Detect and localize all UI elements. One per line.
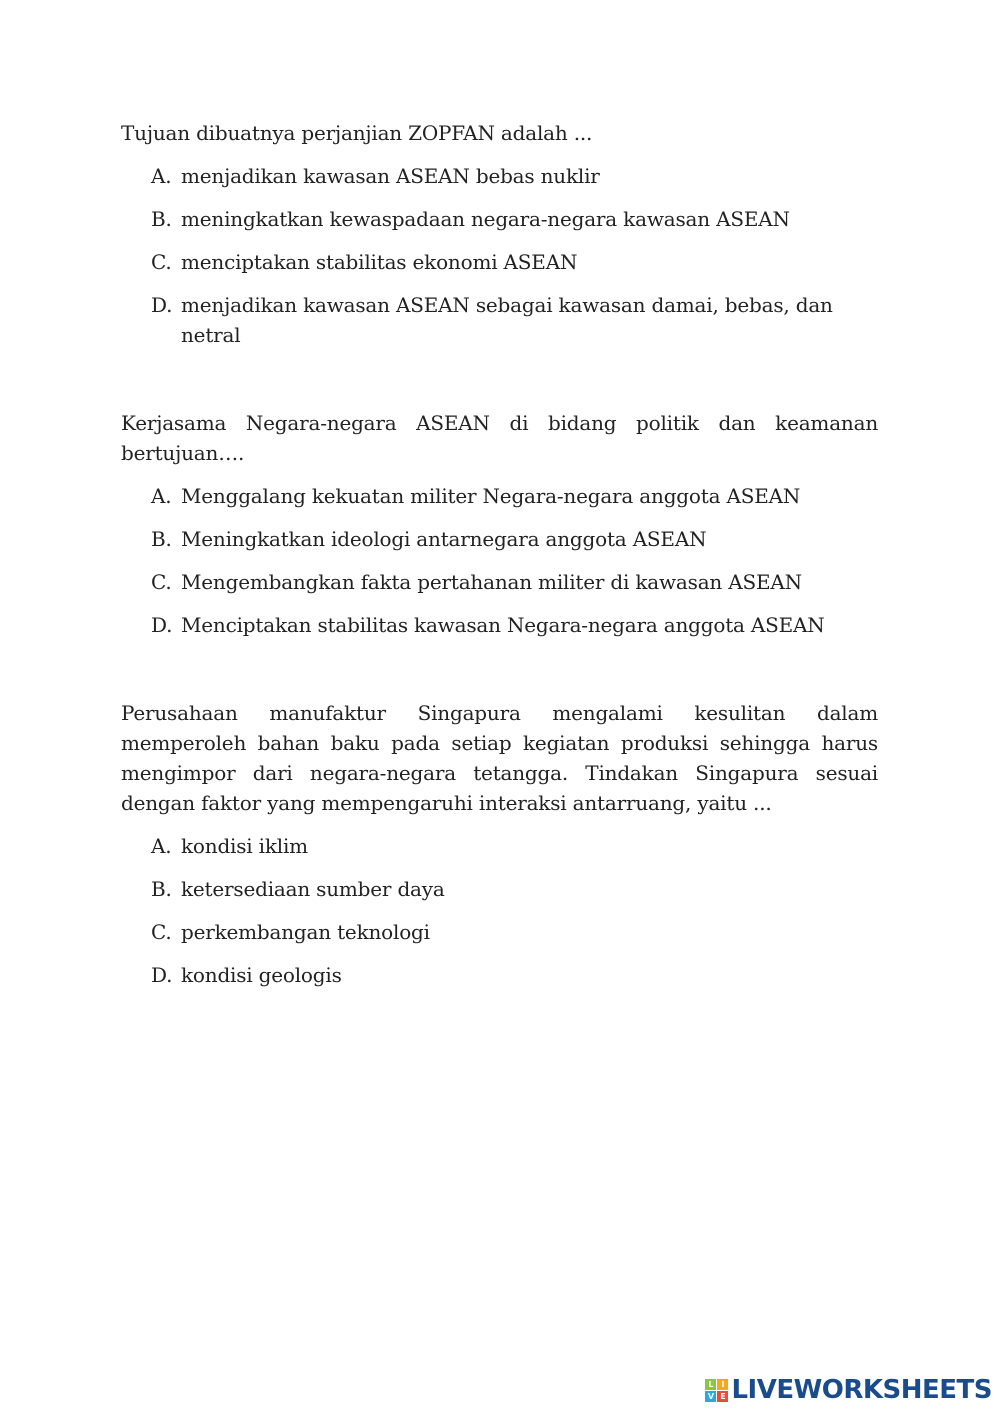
question-1 (121, 118, 878, 350)
option-text: perkembangan teknologi (181, 920, 430, 944)
option-text: meningkatkan kewaspadaan negara-negara kawasan ASEAN (181, 207, 790, 231)
option-text: Menciptakan stabilitas kawasan Negara-negara anggota ASEAN (181, 613, 825, 637)
option-c[interactable] (121, 247, 878, 277)
question-text: Perusahaan manufaktur Singapura mengalami kesulitan dalam memperoleh bahan baku pada setiap kegiatan produksi sehingga harus mengimpor dari negara-negara tetangga. Tindakan Singapura sesuai dengan faktor yang mempengaruhi interaksi antarruang, yaitu ... (121, 701, 878, 815)
option-text: ketersediaan sumber daya (181, 877, 445, 901)
option-letter: A. (151, 834, 172, 858)
option-letter: B. (151, 207, 172, 231)
option-letter: C. (151, 250, 172, 274)
option-letter: D. (151, 613, 173, 637)
option-d[interactable] (121, 960, 878, 990)
option-letter: B. (151, 527, 172, 551)
option-list (121, 831, 878, 990)
option-text: menjadikan kawasan ASEAN bebas nuklir (181, 164, 600, 188)
option-c[interactable] (121, 917, 878, 947)
badge-letter: E (717, 1391, 728, 1402)
question-text: Tujuan dibuatnya perjanjian ZOPFAN adalah ... (121, 121, 593, 145)
option-text: Mengembangkan fakta pertahanan militer di kawasan ASEAN (181, 570, 802, 594)
option-c[interactable] (121, 567, 878, 597)
option-d[interactable] (121, 290, 878, 350)
question-text: Kerjasama Negara-negara ASEAN di bidang politik dan keamanan bertujuan…. (121, 411, 878, 465)
option-b[interactable] (121, 204, 878, 234)
option-d[interactable] (121, 610, 878, 640)
option-letter: C. (151, 920, 172, 944)
option-list (121, 161, 878, 350)
option-a[interactable] (121, 481, 878, 511)
question-2 (121, 408, 878, 640)
option-a[interactable] (121, 161, 878, 191)
live-badge-icon (705, 1379, 728, 1402)
option-text: kondisi iklim (181, 834, 308, 858)
question-3 (121, 698, 878, 990)
option-b[interactable] (121, 524, 878, 554)
option-text: menciptakan stabilitas ekonomi ASEAN (181, 250, 578, 274)
option-text: Meningkatkan ideologi antarnegara anggota ASEAN (181, 527, 707, 551)
badge-letter: I (717, 1379, 728, 1390)
option-text: Menggalang kekuatan militer Negara-negara anggota ASEAN (181, 484, 801, 508)
logo-text: LIVEWORKSHEETS (731, 1375, 992, 1405)
badge-letter: L (705, 1379, 716, 1390)
option-letter: B. (151, 877, 172, 901)
option-letter: A. (151, 484, 172, 508)
option-letter: D. (151, 963, 173, 987)
option-letter: C. (151, 570, 172, 594)
badge-letter: V (705, 1391, 716, 1402)
option-letter: A. (151, 164, 172, 188)
option-text: kondisi geologis (181, 963, 342, 987)
option-letter: D. (151, 293, 173, 317)
option-list (121, 481, 878, 640)
option-b[interactable] (121, 874, 878, 904)
option-a[interactable] (121, 831, 878, 861)
liveworksheets-logo (705, 1373, 992, 1407)
option-text: menjadikan kawasan ASEAN sebagai kawasan damai, bebas, dan netral (181, 293, 833, 347)
